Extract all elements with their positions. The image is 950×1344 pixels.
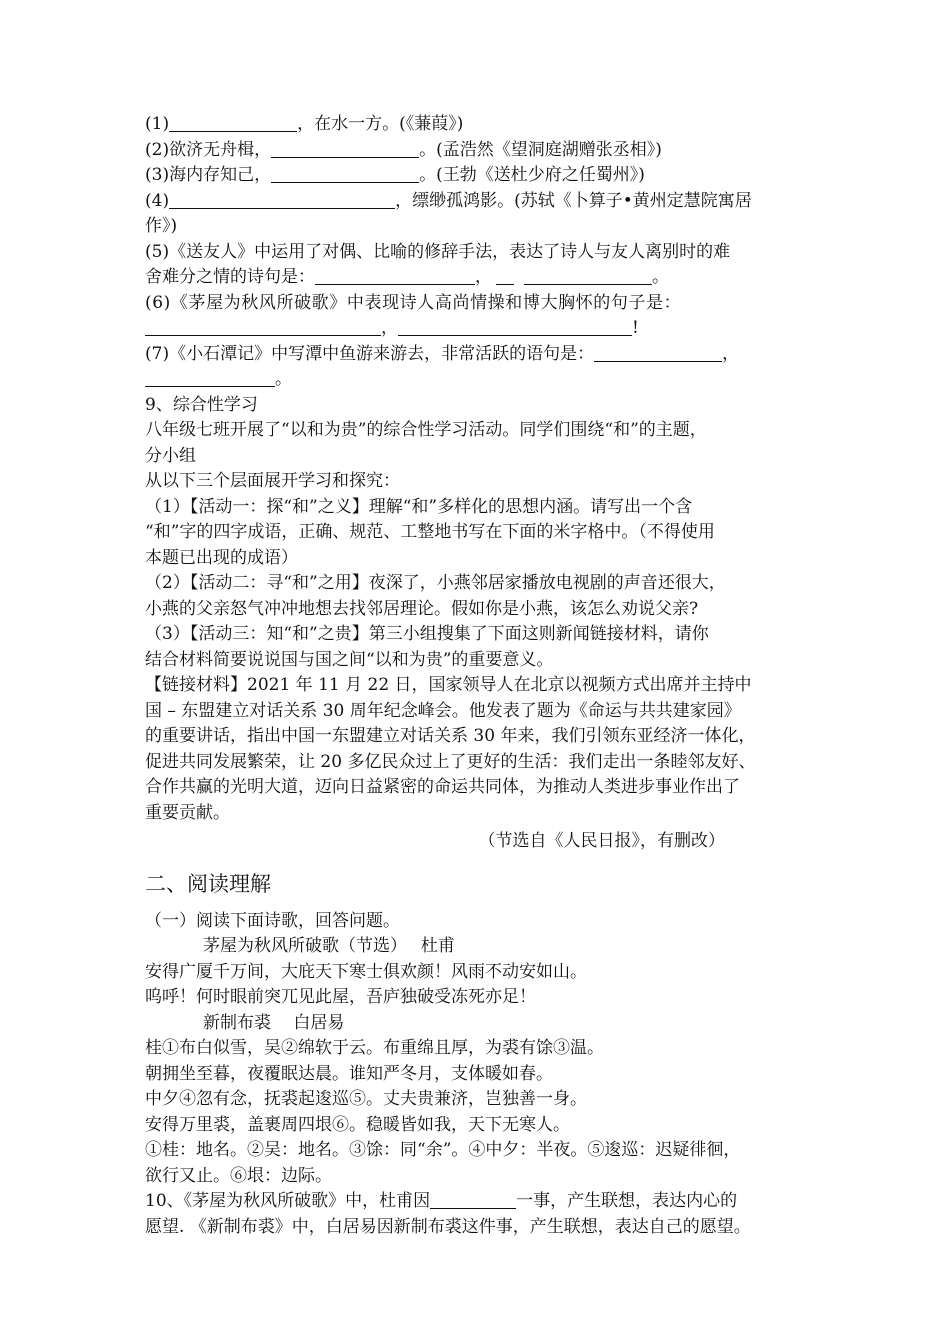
q8-item-7-prompt: (7)《小石潭记》中写潭中鱼游来游去，非常活跃的语句是： <box>145 343 595 364</box>
comma: ， <box>381 318 398 338</box>
poem-notes: 欲行又止。⑥垠：边际。 <box>145 1165 332 1186</box>
answer-blank[interactable] <box>315 266 475 285</box>
q8-item-3 <box>145 163 815 189</box>
q10-prompt: 10、《茅屋为秋风所破歌》中，杜甫因 <box>145 1191 431 1211</box>
q8-item-4 <box>145 189 815 215</box>
q8-item-5: (5)《送友人》中运用了对偶、比喻的修辞手法，表达了诗人与友人离别时的难 <box>145 241 731 262</box>
answer-blank[interactable] <box>594 343 722 362</box>
q8-item-5-prompt: 舍难分之情的诗句是： <box>145 267 315 287</box>
period: 。 <box>275 369 292 389</box>
answer-blank[interactable] <box>398 317 632 336</box>
q8-item-7 <box>145 342 815 368</box>
q8-item-3-prefix: (3)海内存知己， <box>145 165 272 185</box>
answer-blank[interactable] <box>524 266 652 285</box>
q8-item-2-text: 。(孟浩然《望洞庭湖赠张丞相》) <box>419 139 662 160</box>
poem-notes: ①桂：地名。②吴：地名。③馀：同“余”。④中夕：半夜。⑤逡巡：迟疑徘徊， <box>145 1140 741 1160</box>
answer-blank[interactable] <box>169 113 297 132</box>
q9-activity-3: （3）【活动三：知“和”之贵】第三小组搜集了下面这则新闻链接材料，请你 <box>145 624 709 644</box>
comma: ， <box>475 267 492 287</box>
q9-source: （节选自《人民日报》，有删改） <box>478 831 725 851</box>
poem-line: 朝拥坐至暮，夜覆眠达晨。谁知严冬月，支体暖如春。 <box>145 1063 553 1084</box>
answer-blank[interactable] <box>271 164 419 183</box>
q10-text: 一事，产生联想，表达内心的 <box>516 1191 738 1211</box>
section-heading: 二、阅读理解 <box>145 871 271 896</box>
answer-blank[interactable] <box>430 1190 516 1209</box>
q8-item-4-cont: 作》) <box>145 216 178 236</box>
q9-activity-2: 小燕的父亲怒气冲冲地想去找邻居理论。假如你是小燕，该怎么劝说父亲? <box>145 598 699 619</box>
poem-line: 安得广厦千万间，大庇天下寒士俱欢颜！风雨不动安如山。 <box>145 961 587 982</box>
q8-item-6-cont <box>145 316 815 342</box>
reading-subtitle: （一）阅读下面诗歌，回答问题。 <box>145 910 400 931</box>
q9-activity-3: 结合材料简要说说国与国之间“以和为贵”的重要意义。 <box>145 649 554 670</box>
q10-line: 愿望. 《新制布裘》中，白居易因新制布裘这件事，产生联想，表达自己的愿望。 <box>145 1216 751 1237</box>
poem-line: 桂①布白似雪，吴②绵软于云。布重绵且厚，为裘有馀③温。 <box>145 1038 604 1058</box>
answer-blank[interactable] <box>145 368 275 387</box>
exclamation: ! <box>632 318 639 338</box>
q9-material: 合作共赢的光明大道，迈向日益紧密的命运共同体，为推动人类进步事业作出了 <box>145 777 740 797</box>
q9-activity-1: “和”字的四字成语，正确、规范、工整地书写在下面的米字格中。（不得使用 <box>145 522 715 542</box>
q8-item-6: (6)《茅屋为秋风所破歌》中表现诗人高尚情操和博大胸怀的句子是： <box>145 292 682 313</box>
q8-item-1-prefix: (1) <box>145 114 170 134</box>
answer-blank[interactable] <box>496 266 514 285</box>
q9-material: 的重要讲话，指出中国一东盟建立对话关系 30 年来，我们引领东亚经济一体化， <box>145 726 756 746</box>
q9-activity-1: 本题已出现的成语） <box>145 547 298 568</box>
q9-material: 促进共同发展繁荣，让 20 多亿民众过上了更好的生活：我们走出一条睦邻友好、 <box>145 751 756 772</box>
comma: ， <box>722 343 740 364</box>
poem-line: 中夕④忽有念，抚裘起逡巡⑤。丈夫贵兼济，岂独善一身。 <box>145 1089 587 1109</box>
q9-intro-line: 分小组 <box>145 445 196 466</box>
q9-material: 【链接材料】2021 年 11 月 22 日，国家领导人在北京以视频方式出席并主持中 <box>145 675 752 695</box>
q9-material: 重要贡献。 <box>145 802 230 823</box>
answer-blank[interactable] <box>145 317 381 336</box>
q9-intro-line: 八年级七班开展了“以和为贵”的综合性学习活动。同学们围绕“和”的主题， <box>145 420 707 440</box>
q8-item-4-prefix: (4) <box>145 190 170 211</box>
poem-title: 茅屋为秋风所破歌（节选） 杜甫 <box>203 936 455 956</box>
q9-material: 国 – 东盟建立对话关系 30 周年纪念峰会。他发表了题为《命运与共共建家园》 <box>145 700 741 721</box>
q10-line <box>145 1189 815 1215</box>
answer-blank[interactable] <box>271 139 419 158</box>
q8-item-1 <box>145 112 815 138</box>
q8-item-2-prefix: (2)欲济无舟楫， <box>145 139 272 160</box>
q8-item-7-cont <box>145 367 815 393</box>
period: 。 <box>652 267 669 287</box>
page-content <box>145 112 815 1240</box>
q9-activity-1: （1）【活动一：探“和”之义】理解“和”多样化的思想内涵。请写出一个含 <box>145 496 693 517</box>
poem-line: 呜呼！何时眼前突兀见此屋，吾庐独破受冻死亦足！ <box>145 987 536 1007</box>
q9-activity-2: （2）【活动二：寻“和”之用】夜深了，小燕邻居家播放电视剧的声音还很大， <box>145 573 726 593</box>
q8-item-3-text: 。(王勃《送杜少府之任蜀州》) <box>419 165 645 185</box>
q8-item-1-text: ，在水一方。(《蒹葭》) <box>297 114 464 134</box>
q8-item-4-text: ，缥缈孤鸿影。(苏轼《卜算子•黄州定慧院寓居 <box>395 190 752 211</box>
q9-title: 9、综合性学习 <box>145 394 258 415</box>
q8-item-5-cont <box>145 265 815 291</box>
q9-intro-line: 从以下三个层面展开学习和探究： <box>145 471 400 491</box>
poem-line: 安得万里裘，盖裹周四垠⑥。稳暖皆如我，天下无寒人。 <box>145 1114 570 1135</box>
q8-item-2 <box>145 138 815 164</box>
answer-blank[interactable] <box>169 190 395 209</box>
poem-title: 新制布裘 白居易 <box>203 1012 345 1033</box>
